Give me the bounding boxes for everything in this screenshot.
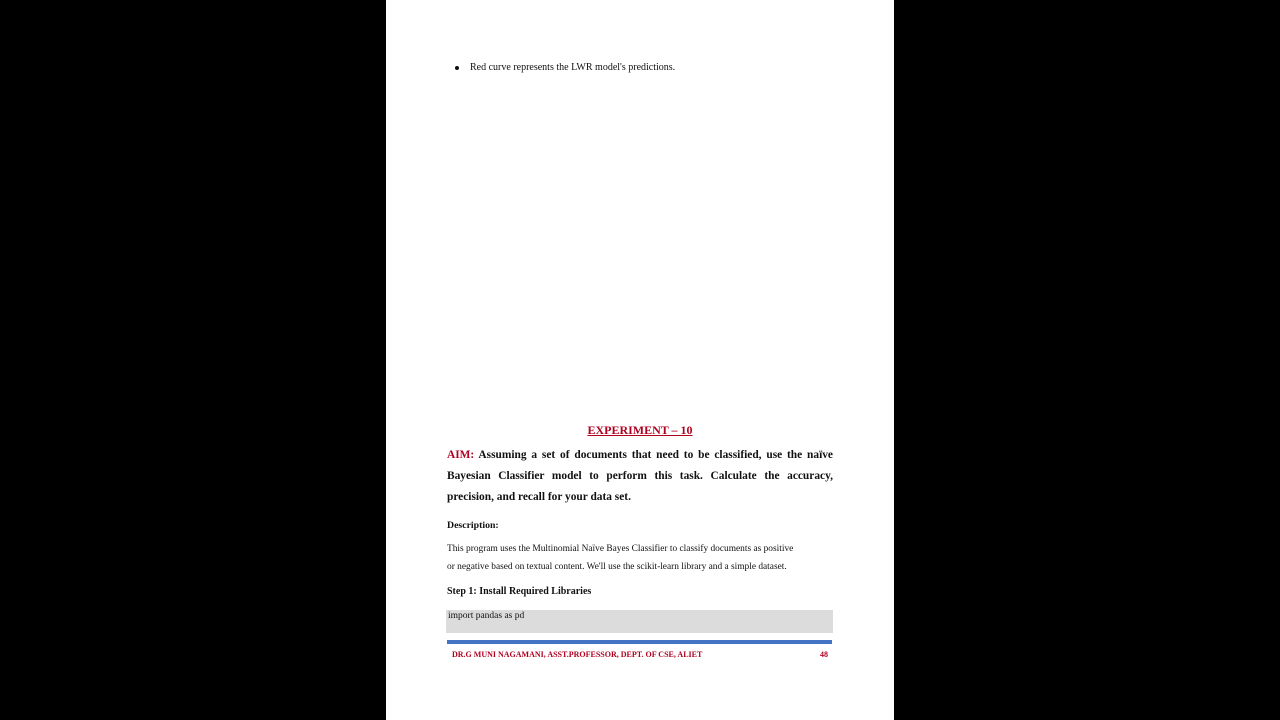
step1-heading: Step 1: Install Required Libraries — [447, 586, 592, 597]
description-heading: Description: — [447, 520, 499, 531]
document-page — [386, 0, 894, 720]
aim-text: Assuming a set of documents that need to be classified, use the naïve Bayesian Classifier model to perform this task. Calculate the accuracy, precision, and recall for your data set. — [447, 449, 833, 503]
description-text — [447, 540, 837, 576]
footer-rule — [447, 640, 832, 644]
aim-paragraph — [447, 445, 833, 508]
description-line-2: or negative based on textual content. We'll use the scikit-learn library and a simple dataset. — [447, 562, 787, 572]
bullet-item — [470, 62, 675, 73]
bullet-text: Red curve represents the LWR model's predictions. — [470, 62, 676, 73]
footer-author: DR.G MUNI NAGAMANI, ASST.PROFESSOR, DEPT. OF CSE, ALIET — [452, 650, 703, 659]
page-number: 48 — [820, 650, 828, 659]
code-block — [446, 610, 833, 633]
code-line: import pandas as pd — [448, 611, 525, 621]
aim-label: AIM: — [447, 449, 475, 461]
description-line-1: This program uses the Multinomial Naïve Bayes Classifier to classify documents as positive — [447, 544, 794, 554]
bullet-dot-icon — [455, 66, 459, 70]
experiment-title: EXPERIMENT – 10 — [587, 423, 693, 437]
